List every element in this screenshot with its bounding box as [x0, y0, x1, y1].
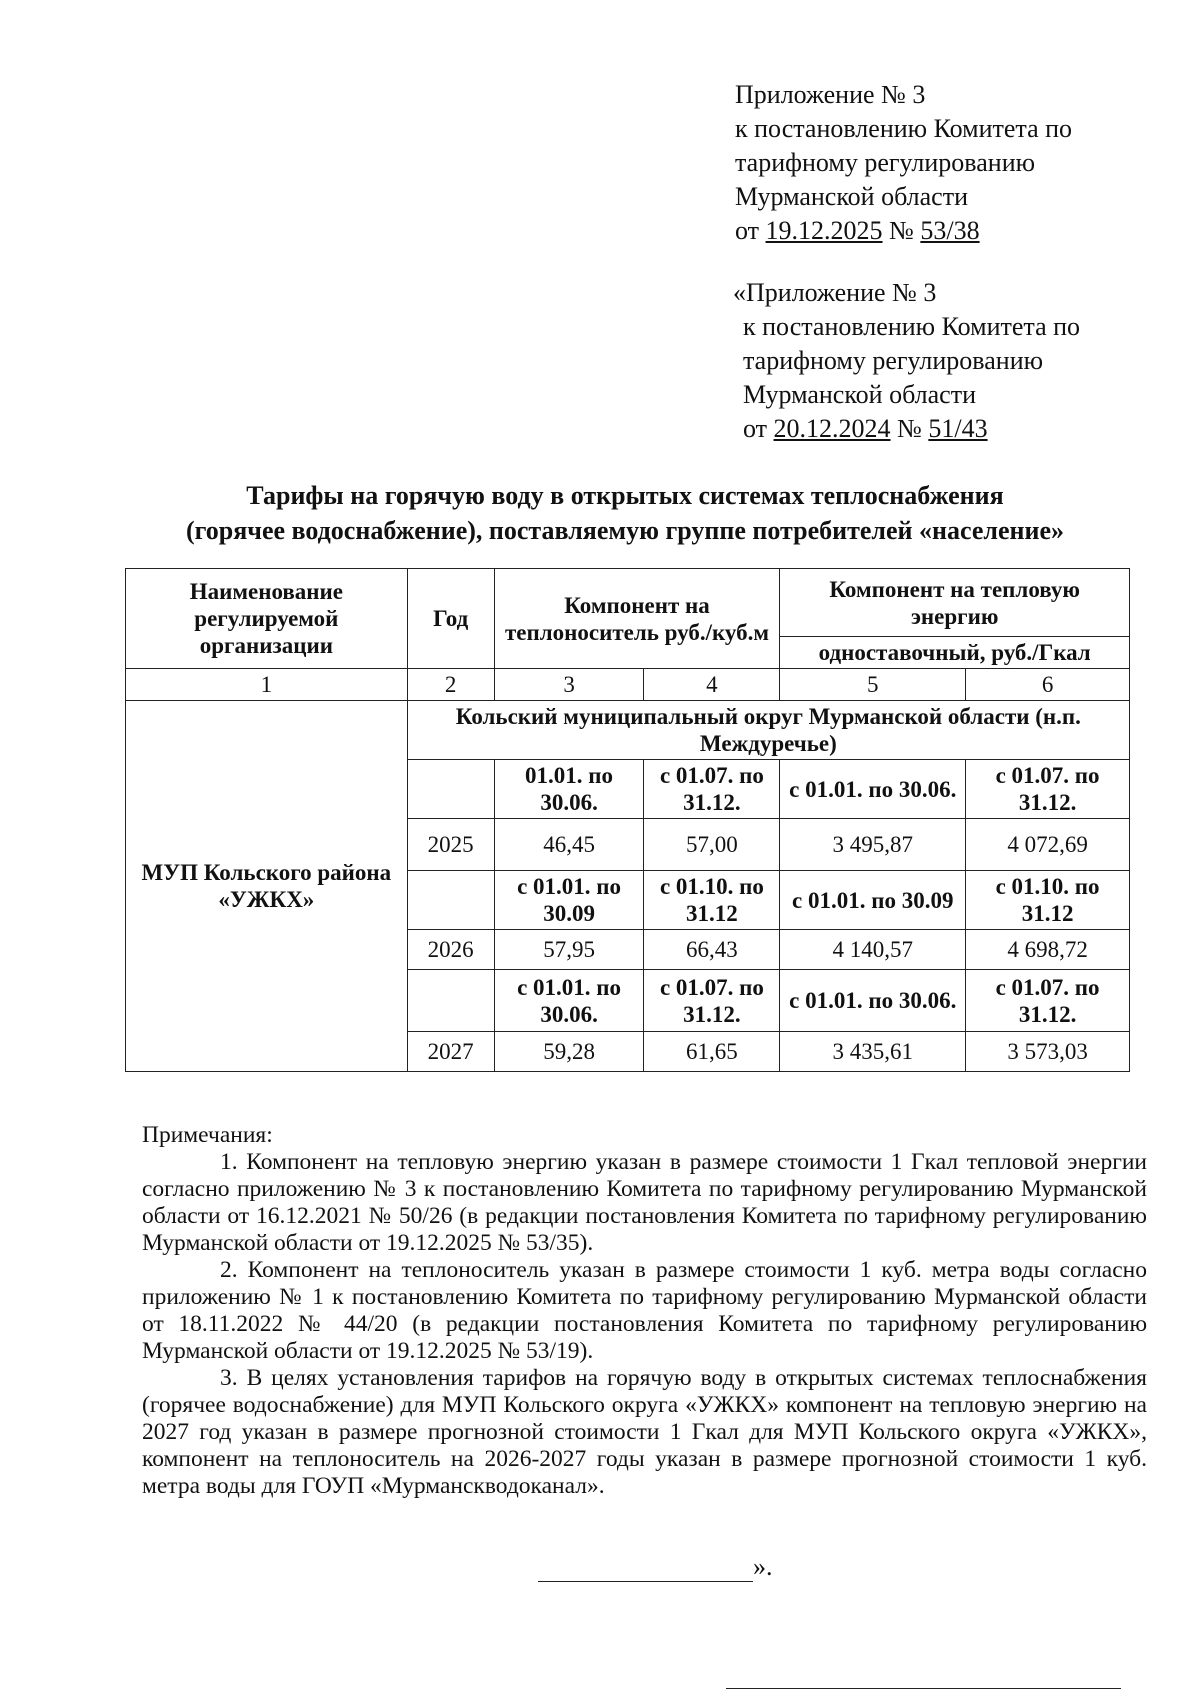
period-label: с 01.07. по 31.12. — [966, 970, 1130, 1032]
col-number: 5 — [780, 669, 966, 701]
footer-rule — [726, 1688, 1121, 1689]
notes-section — [142, 1122, 1147, 1500]
year-cell: 2025 — [407, 819, 494, 871]
year-cell-empty — [407, 760, 494, 819]
header-year: Год — [407, 569, 494, 669]
appendix-line: «Приложение № 3 — [733, 278, 937, 307]
appendix-header-new — [735, 78, 1072, 248]
appendix-date-line — [735, 214, 1072, 248]
closing-mark — [538, 1552, 773, 1582]
period-label: с 01.01. по 30.06. — [494, 970, 644, 1032]
period-label: 01.01. по 30.06. — [494, 760, 644, 819]
year-cell-empty — [407, 871, 494, 930]
header-org: Наименование регулируемой организации — [126, 569, 408, 669]
col-number: 6 — [966, 669, 1130, 701]
from-label: от — [743, 414, 768, 443]
closing-line — [538, 1559, 753, 1582]
col-number: 1 — [126, 669, 408, 701]
period-label: с 01.10. по 31.12 — [644, 871, 780, 930]
appendix-header-old — [733, 276, 1080, 446]
value-cell: 4 072,69 — [966, 819, 1130, 871]
col-number: 2 — [407, 669, 494, 701]
value-cell: 46,45 — [494, 819, 644, 871]
year-cell: 2027 — [407, 1032, 494, 1072]
number-label: № — [889, 216, 914, 245]
notes-header: Примечания: — [142, 1122, 273, 1148]
year-cell-empty — [407, 970, 494, 1032]
closing-quote: ». — [753, 1552, 773, 1581]
tariff-table — [125, 568, 1130, 1072]
value-cell: 3 495,87 — [780, 819, 966, 871]
year-cell: 2026 — [407, 930, 494, 970]
header-energy: Компонент на тепловую энергию — [780, 569, 1130, 637]
organization-name: МУП Кольского района «УЖКХ» — [126, 701, 408, 1072]
value-cell: 4 140,57 — [780, 930, 966, 970]
period-label: с 01.07. по 31.12. — [644, 970, 780, 1032]
col-number: 4 — [644, 669, 780, 701]
title-line: (горячее водоснабжение), поставляемую группе потребителей «население» — [185, 516, 1065, 545]
period-label: с 01.01. по 30.09 — [780, 871, 966, 930]
region-name: Кольский муниципальный округ Мурманской области (н.п. Междуречье) — [407, 701, 1129, 760]
appendix-line: Приложение № 3 — [735, 80, 926, 109]
appendix-line: Мурманской области — [735, 182, 968, 211]
appendix-line: тарифному регулированию — [735, 148, 1036, 177]
col-number: 3 — [494, 669, 644, 701]
appendix-line: тарифному регулированию — [743, 346, 1044, 375]
period-label: с 01.01. по 30.09 — [494, 871, 644, 930]
appendix-line: к постановлению Комитета по — [743, 312, 1081, 341]
value-cell: 3 573,03 — [966, 1032, 1130, 1072]
period-label: с 01.01. по 30.06. — [780, 970, 966, 1032]
value-cell: 66,43 — [644, 930, 780, 970]
period-label: с 01.01. по 30.06. — [780, 760, 966, 819]
document-title — [100, 478, 1150, 548]
note-item: 2. Компонент на теплоноситель указан в размере стоимости 1 куб. метра воды согласно приложению № 1 к постановлению Комитета по тарифному регулированию Мурманской области от 18.11.2022 № 44/20 (в редакции постановления Комитета по тарифному регулированию Мурманской области от 19.12.2025 № 53/19). — [142, 1257, 1147, 1364]
from-label: от — [735, 216, 760, 245]
appendix-number: 53/38 — [920, 216, 980, 245]
value-cell: 3 435,61 — [780, 1032, 966, 1072]
header-energy-sub: одноставочный, руб./Гкал — [780, 637, 1130, 669]
value-cell: 57,00 — [644, 819, 780, 871]
value-cell: 57,95 — [494, 930, 644, 970]
appendix-date: 20.12.2024 — [773, 414, 891, 443]
appendix-date: 19.12.2025 — [765, 216, 883, 245]
note-item: 1. Компонент на тепловую энергию указан в размере стоимости 1 Гкал тепловой энергии согласно приложению № 3 к постановлению Комитета по тарифному регулированию Мурманской области от 16.12.2021 № 50/26 (в редакции постановления Комитета по тарифному регулированию Мурманской области от 19.12.2025 № 53/35). — [142, 1149, 1147, 1256]
column-number-row — [126, 669, 1130, 701]
title-line: Тарифы на горячую воду в открытых системах теплоснабжения — [246, 481, 1004, 510]
period-label: с 01.07. по 31.12. — [966, 760, 1130, 819]
note-item: 3. В целях установления тарифов на горячую воду в открытых системах теплоснабжения (горячее водоснабжение) для МУП Кольского округа «УЖКХ» компонент на тепловую энергию на 2027 год указан в размере прогнозной стоимости 1 Гкал для МУП Кольского округа «УЖКХ», компонент на теплоноситель на 2026-2027 годы указан в размере прогнозной стоимости 1 куб. метра воды для ГОУП «Мурманскводоканал». — [142, 1365, 1147, 1499]
appendix-date-line — [733, 412, 1080, 446]
value-cell: 59,28 — [494, 1032, 644, 1072]
appendix-line: Мурманской области — [743, 380, 976, 409]
number-label: № — [897, 414, 922, 443]
header-carrier: Компонент на теплоноситель руб./куб.м — [494, 569, 780, 669]
appendix-line: к постановлению Комитета по — [735, 114, 1073, 143]
period-label: с 01.07. по 31.12. — [644, 760, 780, 819]
appendix-number: 51/43 — [928, 414, 988, 443]
value-cell: 61,65 — [644, 1032, 780, 1072]
value-cell: 4 698,72 — [966, 930, 1130, 970]
period-label: с 01.10. по 31.12 — [966, 871, 1130, 930]
